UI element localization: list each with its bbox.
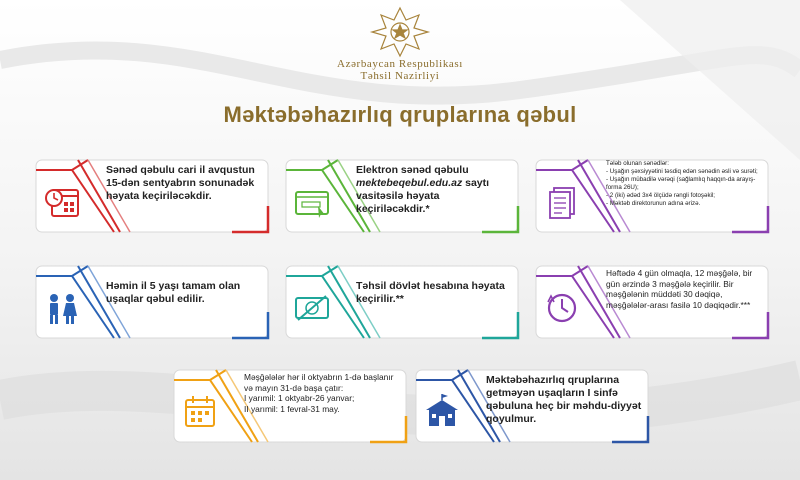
card-text — [356, 164, 514, 216]
text-pre: Elektron sənəd qəbulu — [356, 164, 469, 176]
list-item: - Məktəb direktorunun adına ərizə. — [606, 200, 701, 207]
website-link: mektebeqebul.edu.az — [356, 177, 463, 189]
list-item: - Uşağın mübadilə vərəqi (sağlamlıq haqqın-da arayış-forma 26U); — [606, 176, 756, 191]
web-browser-icon — [292, 182, 332, 222]
second-semester: II yarımil: 1 fevral-31 may. — [244, 403, 340, 414]
card-lesson-period — [170, 366, 410, 446]
card-text: Təhsil dövlət hesabına həyata keçirilir.** — [356, 280, 505, 305]
state-emblem-icon — [368, 6, 432, 58]
documents-list — [606, 168, 764, 208]
calendar-icon — [180, 392, 220, 432]
card-schedule — [532, 262, 772, 342]
header — [0, 0, 800, 127]
card-text: Həftədə 4 gün olmaqla, 12 məşğələ, bir gün ərzində 3 məşğələ keçirilir. Bir məşğələnin müddəti 30 dəqiqə, məşğələlər-arası fasilə 10 dəqiqədir.*** — [606, 268, 753, 310]
text-post: saytı vasitəsilə həyata keçiriləcəkdir.* — [356, 177, 490, 215]
clock-icon — [542, 288, 582, 328]
card-text: Məktəbəhazırlıq qruplarına getməyən uşaqların I sinfə qəbuluna heç bir məhdu-diyyət qoyulmur. — [486, 374, 642, 425]
card-state-funded — [282, 262, 522, 342]
card-electronic-acceptance — [282, 156, 522, 236]
children-icon — [42, 288, 82, 328]
card-no-restriction — [412, 366, 652, 446]
school-icon — [422, 392, 462, 432]
card-text — [606, 160, 764, 208]
page-title: Məktəbəhazırlıq qruplarına qəbul — [223, 102, 577, 127]
card-text — [244, 372, 402, 414]
calendar-clock-icon — [42, 182, 82, 222]
card-document-acceptance — [32, 156, 272, 236]
money-icon — [292, 288, 332, 328]
documents-icon — [542, 182, 582, 222]
card-text: Həmin il 5 yaşı tamam olan uşaqlar qəbul edilir. — [106, 280, 241, 305]
first-semester: I yarımil: 1 oktyabr-26 yanvar; — [244, 393, 355, 403]
lesson-period-text: Məşğələlər hər il oktyabrın 1-də başlanır və mayın 31-də başa çatır: — [244, 372, 394, 393]
card-required-documents — [532, 156, 772, 236]
list-item: - Uşağın şəxsiyyətini təsdiq edən sənədin əsli və surəti; — [606, 168, 758, 175]
card-age-requirement — [32, 262, 272, 342]
list-item: - 2 (iki) ədəd 3x4 ölçüdə rəngli fotoşəkil; — [606, 192, 716, 199]
documents-heading: Tələb olunan sənədlər: — [606, 160, 669, 167]
ministry-name-line2: Təhsil Nazirliyi — [360, 70, 440, 82]
card-text: Sənəd qəbulu cari il avqustun 15-dən sentyabrın sonunadək həyata keçiriləcəkdir. — [106, 164, 255, 202]
ministry-name-line1: Azərbaycan Respublikası — [337, 58, 463, 70]
